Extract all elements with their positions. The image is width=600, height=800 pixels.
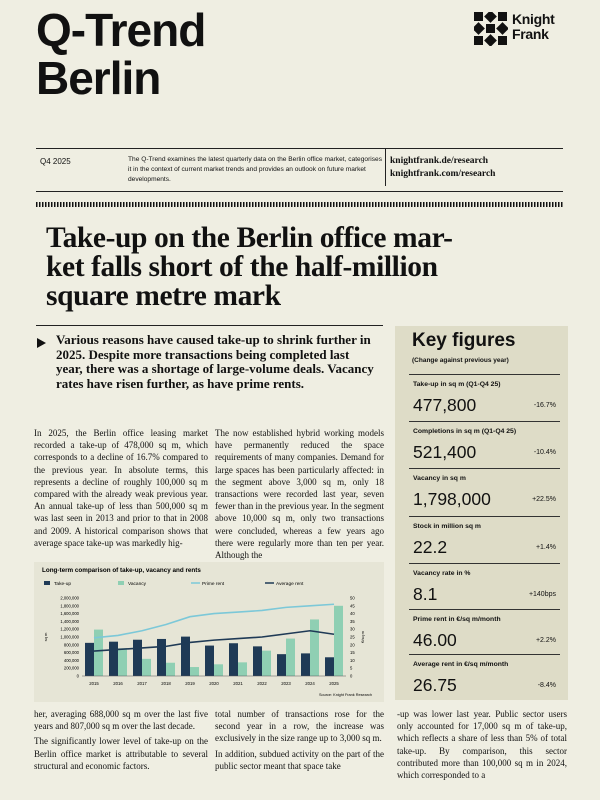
y2-tick-label: 5 (350, 665, 353, 671)
bar-vacancy (118, 648, 127, 676)
divider (36, 191, 563, 192)
bar-take-up (253, 646, 262, 676)
y-tick-label: 2,000,000 (60, 595, 79, 601)
y2-tick-label: 35 (350, 618, 355, 624)
key-figure-value: 521,400 (413, 442, 477, 462)
key-figure-vacancy-rate (409, 563, 560, 610)
bar-take-up (229, 643, 238, 676)
chart-title: Long-term comparison of take-up, vacancy and rents (42, 567, 201, 574)
link-com[interactable]: knightfrank.com/research (390, 169, 496, 179)
chart-panel (34, 562, 384, 702)
x-tick-label: 2025 (329, 681, 339, 686)
period-label: Q4 2025 (40, 157, 71, 166)
chart-source: Source: Knight Frank Research (319, 693, 372, 697)
y-tick-label: 1,200,000 (60, 626, 79, 632)
bar-vacancy (142, 659, 151, 676)
headline-line-3: square metre mark (46, 280, 281, 312)
legend-label: Prime rent (202, 582, 225, 587)
key-figure-value: 1,798,000 (413, 489, 491, 509)
bar-take-up (301, 653, 310, 676)
y-tick-label: 0 (76, 673, 79, 679)
research-links (390, 155, 495, 181)
divider (36, 148, 563, 149)
y2-tick-label: 20 (350, 642, 355, 648)
y-axis-label: sq m (43, 632, 48, 642)
lead-paragraph: Various reasons have caused take-up to shrink further in 2025. Despite more transactions being completed last year, there was a shortage of large-volume deals. Vacancy rates have risen further, as have prime rents. (56, 332, 374, 392)
body-paragraph: In 2025, the Berlin office leasing market recorded a take-up of 478,000 sq m, which corresponds to a decline of 16.7% compared to the previous year. In absolute terms, this represents a decline of roughly 100,000 sq m compared with the already weak previous year. An annual take-up of less than 500,000 sq m was last seen in 2013 and prior to that in 2008 and 2009. A historical comparison shows that average space take-up was markedly hig- (34, 428, 208, 548)
y2-tick-label: 10 (350, 657, 355, 663)
legend-label: Average rent (276, 582, 304, 587)
y2-tick-label: 40 (350, 611, 355, 617)
key-figure-label: Stock in million sq m (413, 523, 481, 530)
bar-take-up (325, 657, 334, 676)
body-column-1-continued (34, 708, 208, 772)
legend-label: Take-up (54, 582, 72, 587)
bar-vacancy (190, 667, 199, 676)
key-figure-change: -10.4% (533, 449, 556, 456)
key-figure-value: 477,800 (413, 395, 477, 415)
body-paragraph: total number of transactions rose for the second year in a row, the increase was exclusively in the size range up to 3,000 sq m. (215, 709, 384, 744)
body-paragraph: The significantly lower level of take-up on the Berlin office market is attributable to several structural and economic factors. (34, 736, 208, 771)
y-tick-label: 400,000 (63, 657, 79, 663)
body-column-1 (34, 427, 208, 549)
key-figure-label: Vacancy rate in % (413, 570, 471, 577)
y2-tick-label: 30 (350, 626, 355, 632)
y2-tick-label: 25 (350, 634, 355, 640)
logo-mark-icon (474, 12, 508, 46)
y-tick-label: 1,800,000 (60, 603, 79, 609)
intro-text: The Q-Trend examines the latest quarterly data on the Berlin office market, categorises it in the context of current market trends and provides an outlook on future market developments. (128, 156, 382, 183)
x-tick-label: 2024 (305, 681, 315, 686)
y2-tick-label: 0 (350, 673, 353, 679)
y2-tick-label: 50 (350, 595, 355, 601)
bar-vacancy (262, 651, 271, 676)
key-figures-subtitle: (Change against previous year) (412, 357, 509, 364)
legend-label: Vacancy (128, 582, 147, 587)
key-figure-label: Average rent in €/sq m/month (413, 661, 509, 668)
title-line-2: Berlin (36, 52, 161, 104)
key-figure-value: 8.1 (413, 584, 438, 604)
x-tick-label: 2019 (185, 681, 195, 686)
key-figure-value: 22.2 (413, 537, 448, 557)
x-tick-label: 2016 (113, 681, 123, 686)
key-figure-takeup (409, 374, 560, 422)
bar-take-up (277, 654, 286, 676)
y-tick-label: 200,000 (63, 665, 79, 671)
bar-vacancy (238, 662, 247, 676)
striped-divider (36, 202, 563, 207)
link-de[interactable]: knightfrank.de/research (390, 156, 489, 166)
key-figure-label: Vacancy in sq m (413, 475, 466, 482)
knight-frank-logo (474, 12, 570, 46)
divider (385, 148, 386, 186)
logo-line-1: Knight (512, 11, 555, 27)
chart (34, 562, 384, 702)
headline (46, 224, 566, 311)
body-column-2 (215, 427, 384, 561)
body-paragraph: her, averaging 688,000 sq m over the last five years and 807,000 sq m over the last decade. (34, 709, 208, 732)
y2-tick-label: 15 (350, 650, 355, 656)
key-figure-change: +22.5% (532, 496, 556, 503)
key-figure-average-rent (409, 654, 560, 700)
key-figure-completions (409, 421, 560, 469)
x-tick-label: 2020 (209, 681, 219, 686)
key-figure-change: -16.7% (533, 402, 556, 409)
bar-take-up (85, 643, 94, 676)
title-line-1: Q-Trend (36, 4, 206, 56)
key-figure-change: -8.4% (537, 682, 556, 689)
logo-line-2: Frank (512, 26, 549, 42)
bar-take-up (205, 646, 214, 676)
key-figure-value: 46.00 (413, 630, 457, 650)
y2-axis-label: €/sq m (360, 630, 365, 644)
bar-vacancy (286, 639, 295, 676)
bar-vacancy (334, 606, 343, 676)
key-figure-change: +140bps (528, 591, 556, 598)
body-column-2-continued (215, 708, 384, 772)
arrow-marker-icon (37, 338, 46, 348)
key-figure-change: +2.2% (535, 637, 556, 644)
legend-swatch (44, 581, 50, 585)
logo-wordmark (512, 12, 555, 42)
key-figure-label: Take-up in sq m (Q1-Q4 25) (413, 381, 501, 388)
key-figures-title: Key figures (412, 330, 516, 351)
body-paragraph: -up was lower last year. Public sector users only accounted for 17,000 sq m of take-up, which reflects a share of less than 5% of total take-up. By comparison, this sector contributed more than 100,000 sq m in 2024, which corresponded to a (397, 709, 567, 781)
divider (36, 325, 383, 326)
x-tick-label: 2021 (233, 681, 243, 686)
key-figure-stock (409, 516, 560, 564)
key-figure-label: Prime rent in €/sq m/month (413, 616, 501, 623)
y-tick-label: 800,000 (63, 642, 79, 648)
x-tick-label: 2018 (161, 681, 171, 686)
bar-take-up (109, 642, 118, 676)
key-figure-change: +1.4% (535, 544, 556, 551)
key-figure-label: Completions in sq m (Q1-Q4 25) (413, 428, 517, 435)
y-tick-label: 1,600,000 (60, 611, 79, 617)
body-paragraph: The now established hybrid working models have permanently reduced the space requirements of many companies. Demand for large spaces has been particularly affected: in the segment above 3,000 sq m, only 18 transactions were recorded last year, seven fewer than in the previous year. In the segment above 10,000 sq m, only two transactions were concluded, whereas a few years ago there were regularly more than ten per year. Although the (215, 428, 384, 561)
key-figures-panel (395, 326, 568, 700)
y-tick-label: 1,400,000 (60, 618, 79, 624)
key-figure-value: 26.75 (413, 675, 457, 695)
key-figure-prime-rent (409, 609, 560, 655)
bar-vacancy (166, 663, 175, 676)
x-tick-label: 2023 (281, 681, 291, 686)
headline-line-2: ket falls short of the half-million (46, 251, 438, 283)
x-tick-label: 2022 (257, 681, 267, 686)
key-figure-vacancy (409, 468, 560, 517)
x-tick-label: 2017 (137, 681, 147, 686)
page-title (36, 6, 205, 102)
body-paragraph: In addition, subdued activity on the part of the public sector meant that space take (215, 748, 384, 771)
y-tick-label: 1,000,000 (60, 634, 79, 640)
bar-take-up (157, 639, 166, 676)
x-tick-label: 2015 (89, 681, 99, 686)
y-tick-label: 600,000 (63, 650, 79, 656)
headline-line-1: Take-up on the Berlin office mar- (46, 222, 453, 254)
bar-take-up (133, 640, 142, 676)
body-column-3-continued (397, 708, 567, 781)
y2-tick-label: 45 (350, 603, 355, 609)
bar-vacancy (214, 664, 223, 676)
legend-swatch (118, 581, 124, 585)
bar-vacancy (310, 619, 319, 676)
